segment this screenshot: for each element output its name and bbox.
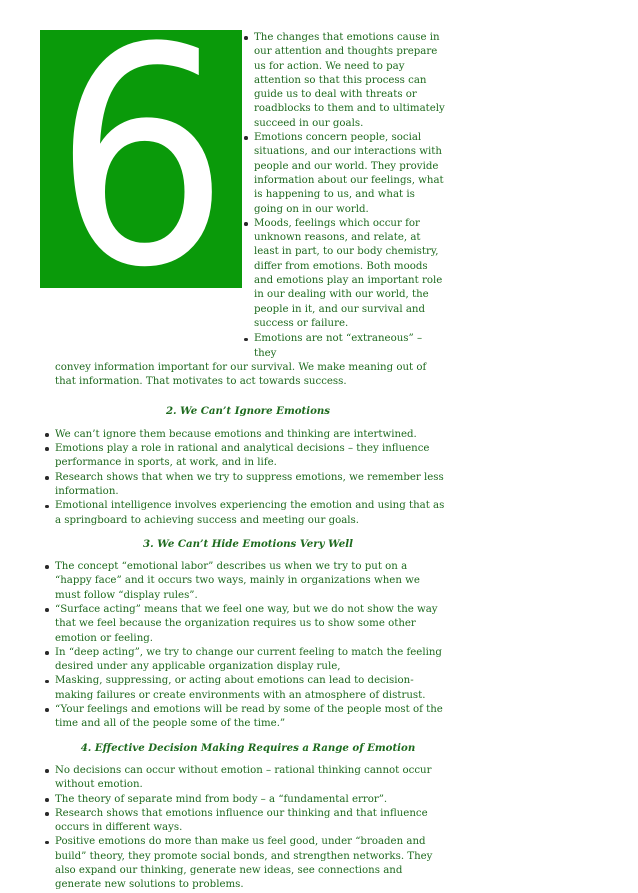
- section-list: [55, 560, 447, 732]
- intro-list-continued: [0, 331, 638, 389]
- number-six-figure: [40, 30, 242, 288]
- list-item: [55, 332, 447, 389]
- section-list: [55, 764, 447, 893]
- list-item: Positive emotions do more than make us feel good, under “broaden and build” theory, they promote social bonds, and strengthen networks. They also expand our thinking, generate new ideas, see connections and generate new solutions to problems.: [55, 835, 447, 892]
- list-item: The changes that emotions cause in our attention and thoughts prepare us for action. We need to pay attention so that this process can guide us to deal with threats or roadblocks to them and to ultimately succeed in our goals.: [254, 31, 446, 131]
- list-item: Emotional intelligence involves experiencing the emotion and using that as a springboard to achieving success and meeting our goals.: [55, 499, 447, 528]
- list-item: We can’t ignore them because emotions and thinking are intertwined.: [55, 428, 447, 442]
- bullet-icon: [244, 338, 248, 342]
- list-item: Research shows that emotions influence our thinking and that influence occurs in different ways.: [55, 807, 447, 836]
- section-heading: 3. We Can’t Hide Emotions Very Well: [143, 537, 353, 550]
- list-item: “Surface acting” means that we feel one way, but we do not show the way that we feel because the organization requires us to show some other emotion or feeling.: [55, 603, 447, 646]
- list-item-rest: convey information important for our survival. We make meaning out of that information. That motivates to act towards success.: [55, 361, 427, 388]
- number-six-glyph: 6: [53, 30, 229, 288]
- list-item: Moods, feelings which occur for unknown reasons, and relate, at least in part, to our body chemistry, differ from emotions. Both moods and emotions play an important role in our dealing with our world, the people in it, and our survival and success or failure.: [254, 217, 446, 331]
- list-item: No decisions can occur without emotion – rational thinking cannot occur without emotion.: [55, 764, 447, 793]
- list-item: In “deep acting”, we try to change our current feeling to match the feeling desired under any applicable organization display rule,: [55, 646, 447, 675]
- section-list: [55, 428, 447, 528]
- list-item: The theory of separate mind from body – a “fundamental error”.: [55, 793, 447, 807]
- list-item: Emotions concern people, social situations, and our interactions with people and our world. They provide information about our feelings, what is happening to us, and what is going on in our world.: [254, 131, 446, 217]
- list-item: Emotions play a role in rational and analytical decisions – they influence performance in sports, at work, and in life.: [55, 442, 447, 471]
- section-heading: 2. We Can’t Ignore Emotions: [165, 405, 331, 418]
- list-item: The concept “emotional labor” describes us when we try to put on a “happy face” and it occurs two ways, mainly in organizations when we must follow “display rules”.: [55, 560, 447, 603]
- list-item: Masking, suppressing, or acting about emotions can lead to decision-making failures or create environments with an atmosphere of distrust.: [55, 674, 447, 703]
- list-item-lead: Emotions are not “extraneous” – they: [254, 333, 423, 359]
- list-item: “Your feelings and emotions will be read by some of the people most of the time and all of the people some of the time.”: [55, 703, 447, 732]
- section-heading: 4. Effective Decision Making Requires a Range of Emotion: [80, 741, 416, 754]
- list-item: Research shows that when we try to suppress emotions, we remember less information.: [55, 471, 447, 500]
